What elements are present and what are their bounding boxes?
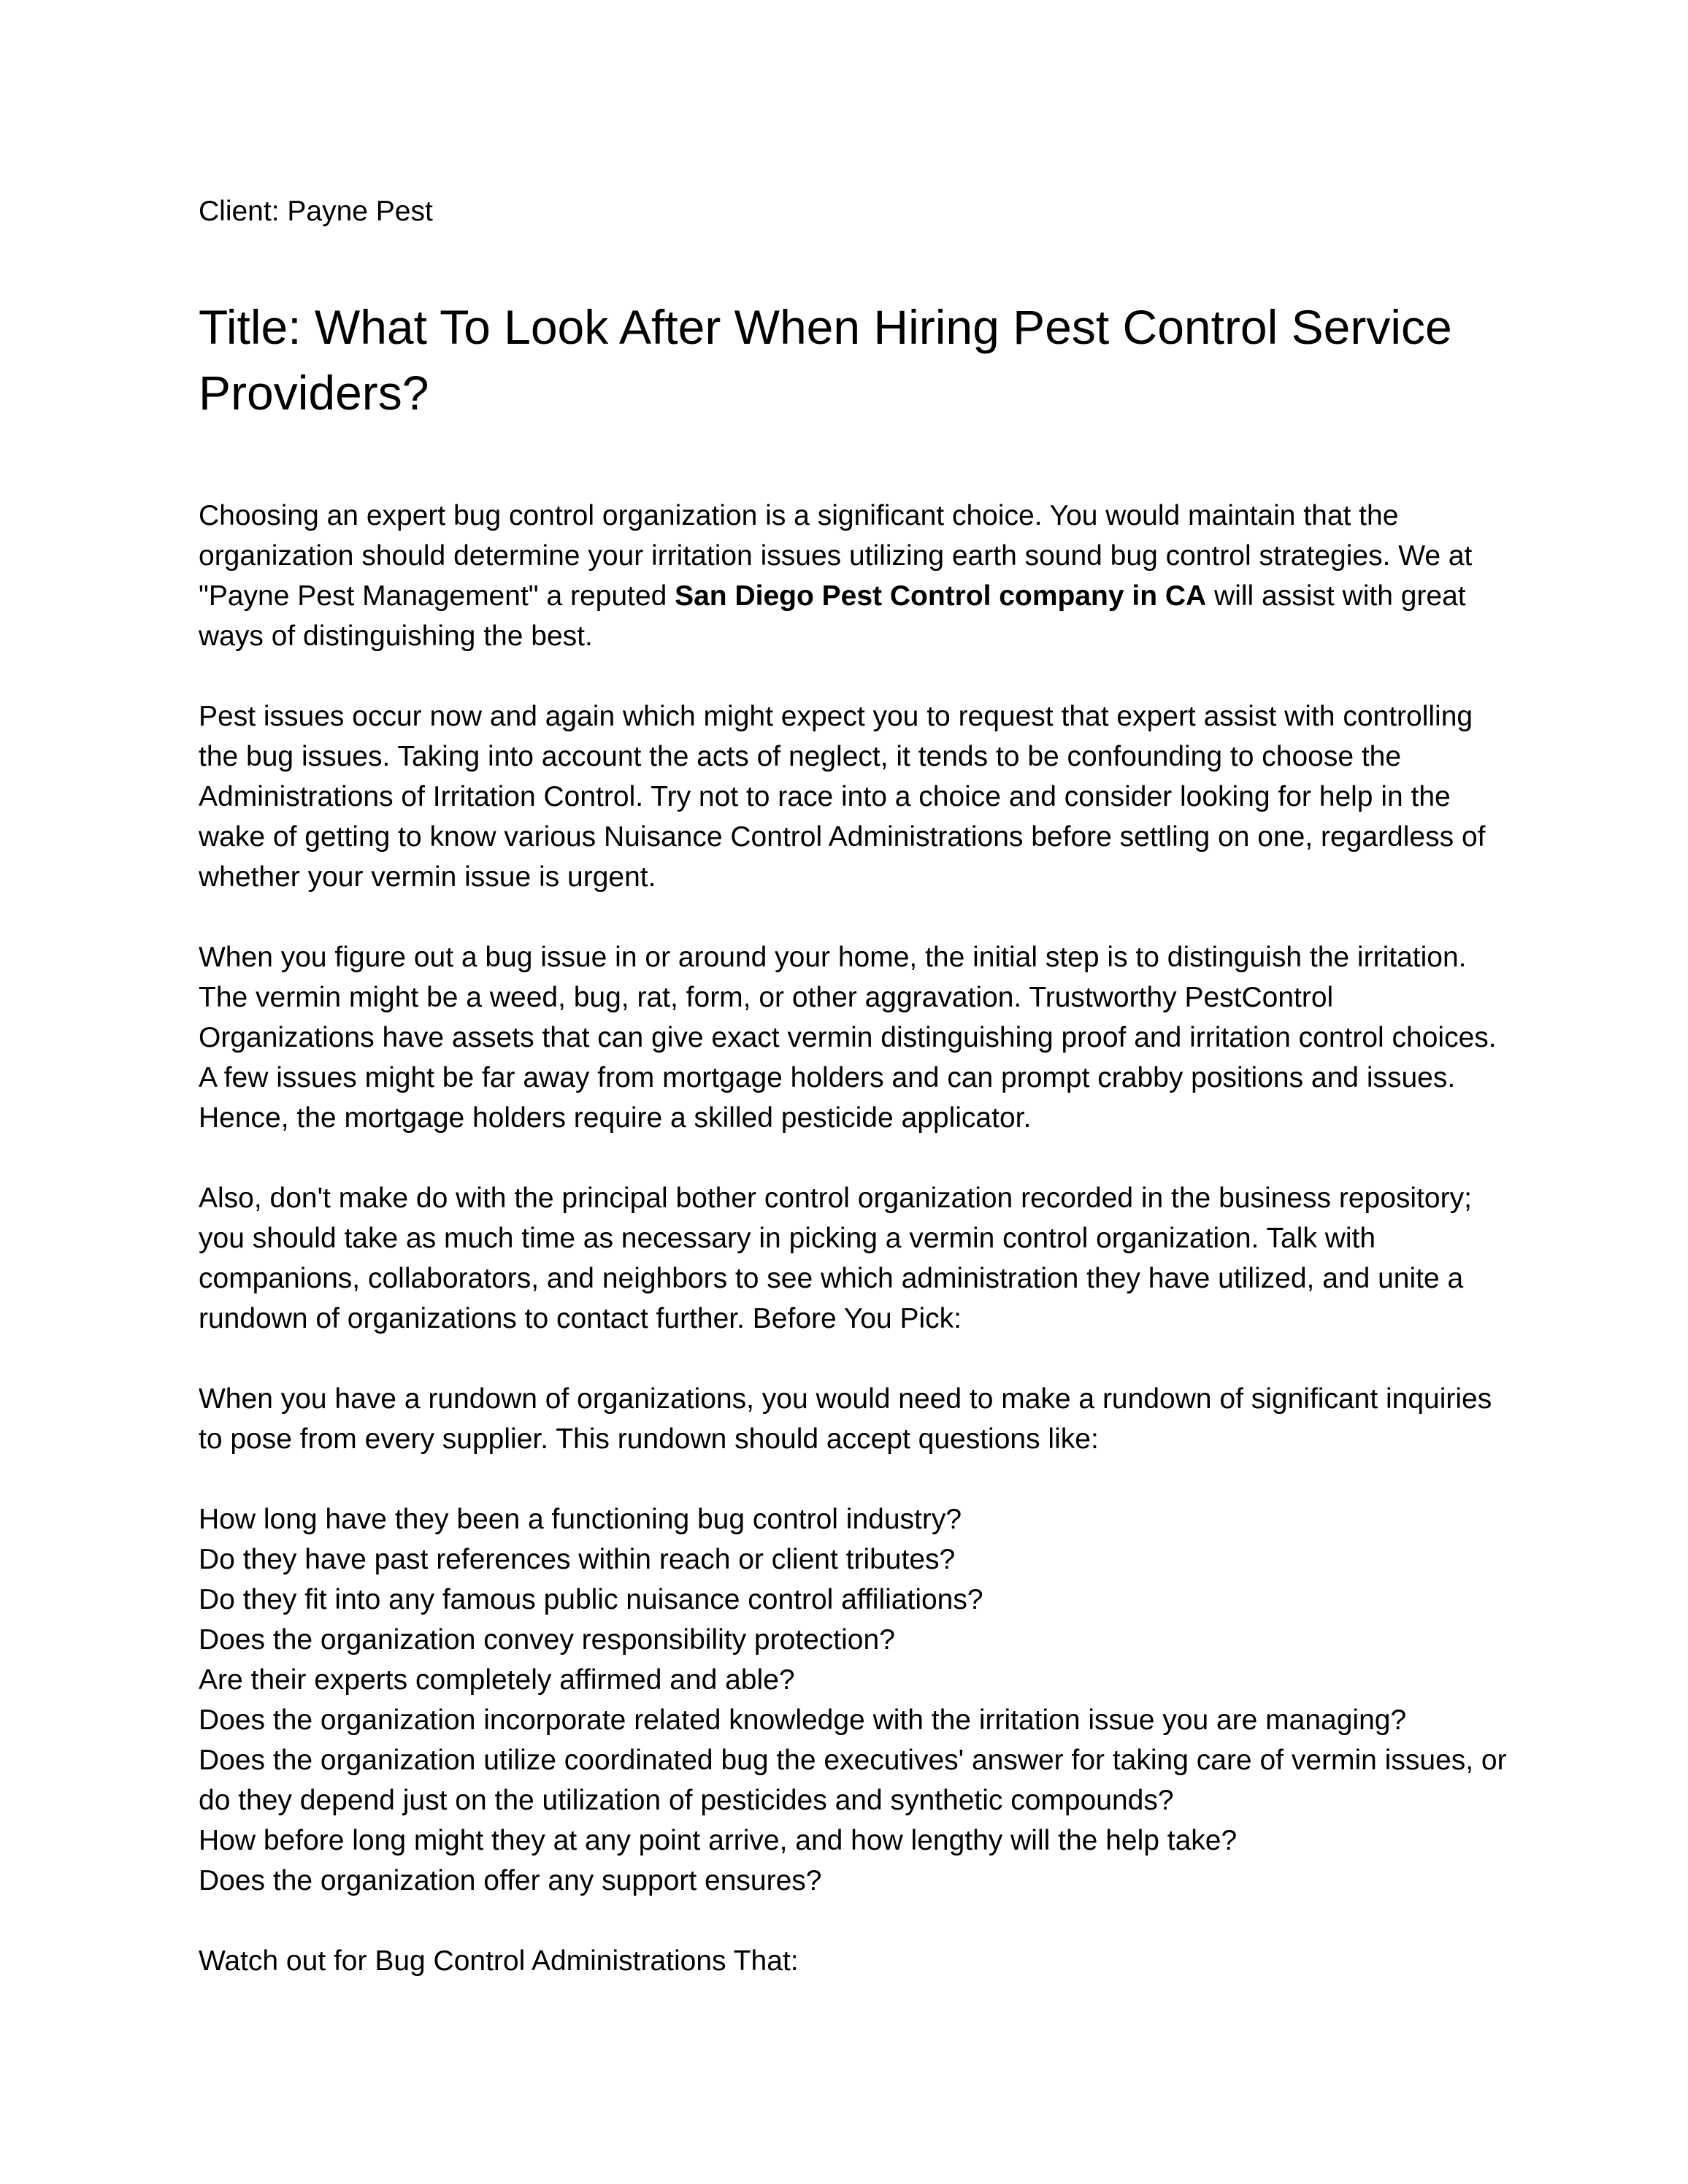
client-line: Client: Payne Pest bbox=[199, 196, 433, 227]
question-item: Does the organization offer any support ensures? bbox=[199, 1865, 822, 1896]
paragraph-watch-out: Watch out for Bug Control Administrations That: bbox=[199, 1945, 799, 1977]
question-item: How before long might they at any point arrive, and how lengthy will the help take? bbox=[199, 1825, 1238, 1856]
question-item: How long have they been a functioning bug control industry? bbox=[199, 1504, 962, 1535]
document-page bbox=[199, 191, 1513, 1981]
paragraph-questions-intro: When you have a rundown of organizations, you would need to make a rundown of significant inquiries to pose from every supplier. This rundown should accept questions like: bbox=[199, 1383, 1492, 1455]
question-item: Does the organization convey responsibility protection? bbox=[199, 1624, 895, 1656]
intro-text-end: will assist with great ways of distinguishing the best. bbox=[199, 580, 1466, 652]
intro-bold-keyword: San Diego Pest Control company in CA bbox=[675, 580, 1207, 612]
intro-text-start: Choosing an expert bug control organization is a significant choice. You would maintain that the organization should determine your irritation issues utilizing earth sound bug control strategies. We at "Payne Pest Management" a reputed bbox=[199, 500, 1473, 612]
document-title: Title: What To Look After When Hiring Pest Control Service Providers? bbox=[199, 300, 1452, 420]
paragraph-pest-issues: Pest issues occur now and again which might expect you to request that expert assist with controlling the bug issues. Taking into account the acts of neglect, it tends to be confounding to choose the Administrations of Irritation Control. Try not to race into a choice and consider looking for help in the wake of getting to know various Nuisance Control Administrations before settling on one, regardless of whether your vermin issue is urgent. bbox=[199, 701, 1486, 893]
question-item: Does the organization utilize coordinated bug the executives' answer for taking care of vermin issues, or do they depend just on the utilization of pesticides and synthetic compounds? bbox=[199, 1745, 1507, 1816]
paragraph-intro bbox=[199, 496, 1513, 656]
question-item: Are their experts completely affirmed and able? bbox=[199, 1664, 795, 1696]
paragraph-identify-pest: When you figure out a bug issue in or around your home, the initial step is to distinguish the irritation. The vermin might be a weed, bug, rat, form, or other aggravation. Trustworthy PestControl Organizations have assets that can give exact vermin distinguishing proof and irritation control choices. A few issues might be far away from mortgage holders and can prompt crabby positions and issues. Hence, the mortgage holders require a skilled pesticide applicator. bbox=[199, 942, 1497, 1134]
question-item: Do they have past references within reach or client tributes? bbox=[199, 1544, 956, 1575]
questions-list bbox=[199, 1499, 1513, 1901]
paragraph-research-companies: Also, don't make do with the principal bother control organization recorded in the business repository; you should take as much time as necessary in picking a vermin control organization. Talk with companions, collaborators, and neighbors to see which administration they have utilized, and unite a rundown of organizations to contact further. Before You Pick: bbox=[199, 1183, 1472, 1334]
question-item: Do they fit into any famous public nuisance control affiliations? bbox=[199, 1584, 983, 1615]
question-item: Does the organization incorporate related knowledge with the irritation issue you are managing? bbox=[199, 1704, 1407, 1736]
